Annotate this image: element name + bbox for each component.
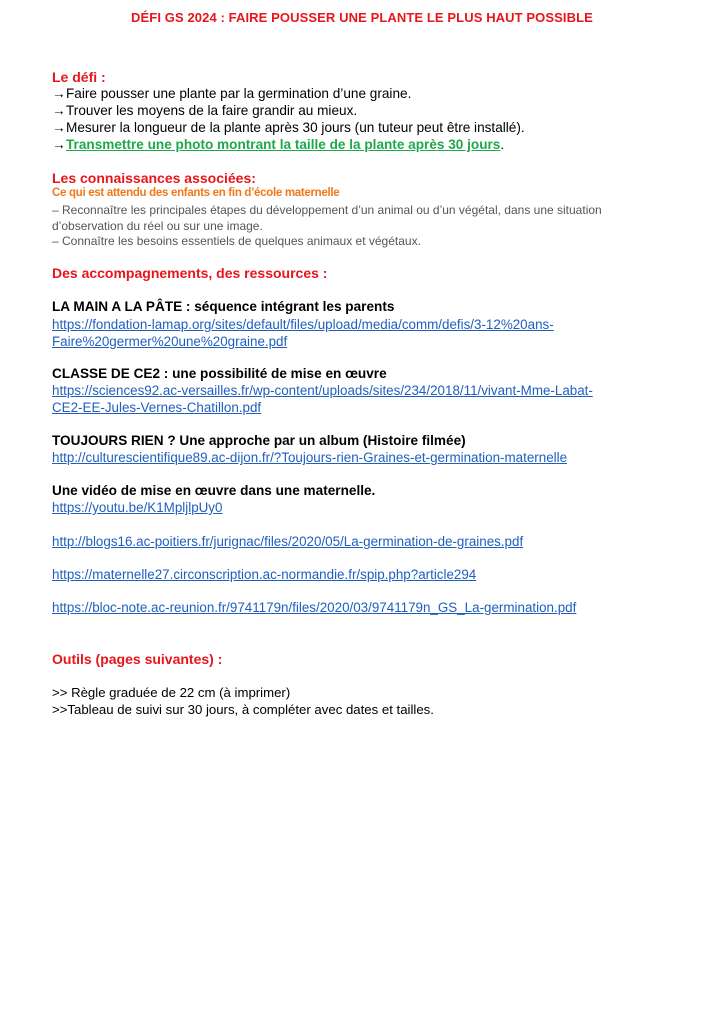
resource-link[interactable]: https://fondation-lamap.org/sites/default/files/upload/media/comm/defis/3-12%20ans- (52, 317, 554, 332)
defi-item (52, 86, 411, 101)
resource-link[interactable]: https://youtu.be/K1MpljlpUy0 (52, 500, 223, 515)
connaissances-line: – Reconnaître les principales étapes du développement d’un animal ou d’un végétal, dans une situation (52, 203, 602, 217)
connaissances-heading: Les connaissances associées: (52, 170, 256, 186)
resource-title: Une vidéo de mise en œuvre dans une maternelle. (52, 483, 376, 498)
outils-item: >>Tableau de suivi sur 30 jours, à compléter avec dates et tailles. (52, 702, 434, 717)
resource-link[interactable]: CE2-EE-Jules-Vernes-Chatillon.pdf (52, 400, 262, 415)
outils-item: >> Règle graduée de 22 cm (à imprimer) (52, 685, 291, 700)
transmit-photo-link[interactable]: Transmettre une photo montrant la taille de la plante après 30 jours (66, 137, 501, 152)
ressources-heading: Des accompagnements, des ressources : (52, 265, 328, 281)
arrow-right-icon: → (52, 120, 66, 135)
defi-heading: Le défi : (52, 69, 106, 85)
defi-item (52, 137, 504, 152)
page-title: DÉFI GS 2024 : FAIRE POUSSER UNE PLANTE LE PLUS HAUT POSSIBLE (131, 10, 593, 25)
arrow-right-icon: → (52, 86, 66, 101)
arrow-right-icon: → (52, 103, 66, 118)
defi-link-suffix: . (500, 137, 505, 152)
resource-link[interactable]: https://maternelle27.circonscription.ac-normandie.fr/spip.php?article294 (52, 567, 477, 582)
resource-link[interactable]: http://blogs16.ac-poitiers.fr/jurignac/files/2020/05/La-germination-de-graines.pdf (52, 534, 524, 549)
resource-title: TOUJOURS RIEN ? Une approche par un album (Histoire filmée) (52, 433, 466, 448)
resource-title: CLASSE DE CE2 : une possibilité de mise en œuvre (52, 366, 387, 381)
defi-item-text: Faire pousser une plante par la germination d’une graine. (66, 86, 412, 101)
arrow-right-icon: → (52, 137, 66, 152)
connaissances-subheading: Ce qui est attendu des enfants en fin d’école maternelle (52, 187, 340, 199)
connaissances-line: d’observation du réel ou sur une image. (52, 219, 263, 233)
defi-item-text: Trouver les moyens de la faire grandir au mieux. (66, 103, 358, 118)
resource-link[interactable]: http://culturescientifique89.ac-dijon.fr/?Toujours-rien-Graines-et-germination-maternelle (52, 450, 568, 465)
defi-item (52, 103, 357, 118)
resource-link[interactable]: Faire%20germer%20une%20graine.pdf (52, 334, 288, 349)
defi-item (52, 120, 525, 135)
connaissances-line: – Connaître les besoins essentiels de quelques animaux et végétaux. (52, 234, 421, 248)
outils-heading: Outils (pages suivantes) : (52, 651, 223, 667)
resource-link[interactable]: https://bloc-note.ac-reunion.fr/9741179n/files/2020/03/9741179n_GS_La-germination.pdf (52, 600, 577, 615)
resource-title: LA MAIN A LA PÂTE : séquence intégrant les parents (52, 299, 395, 314)
resource-link[interactable]: https://sciences92.ac-versailles.fr/wp-content/uploads/sites/234/2018/11/vivant-Mme-Labat- (52, 383, 593, 398)
defi-item-text: Mesurer la longueur de la plante après 30 jours (un tuteur peut être installé). (66, 120, 525, 135)
